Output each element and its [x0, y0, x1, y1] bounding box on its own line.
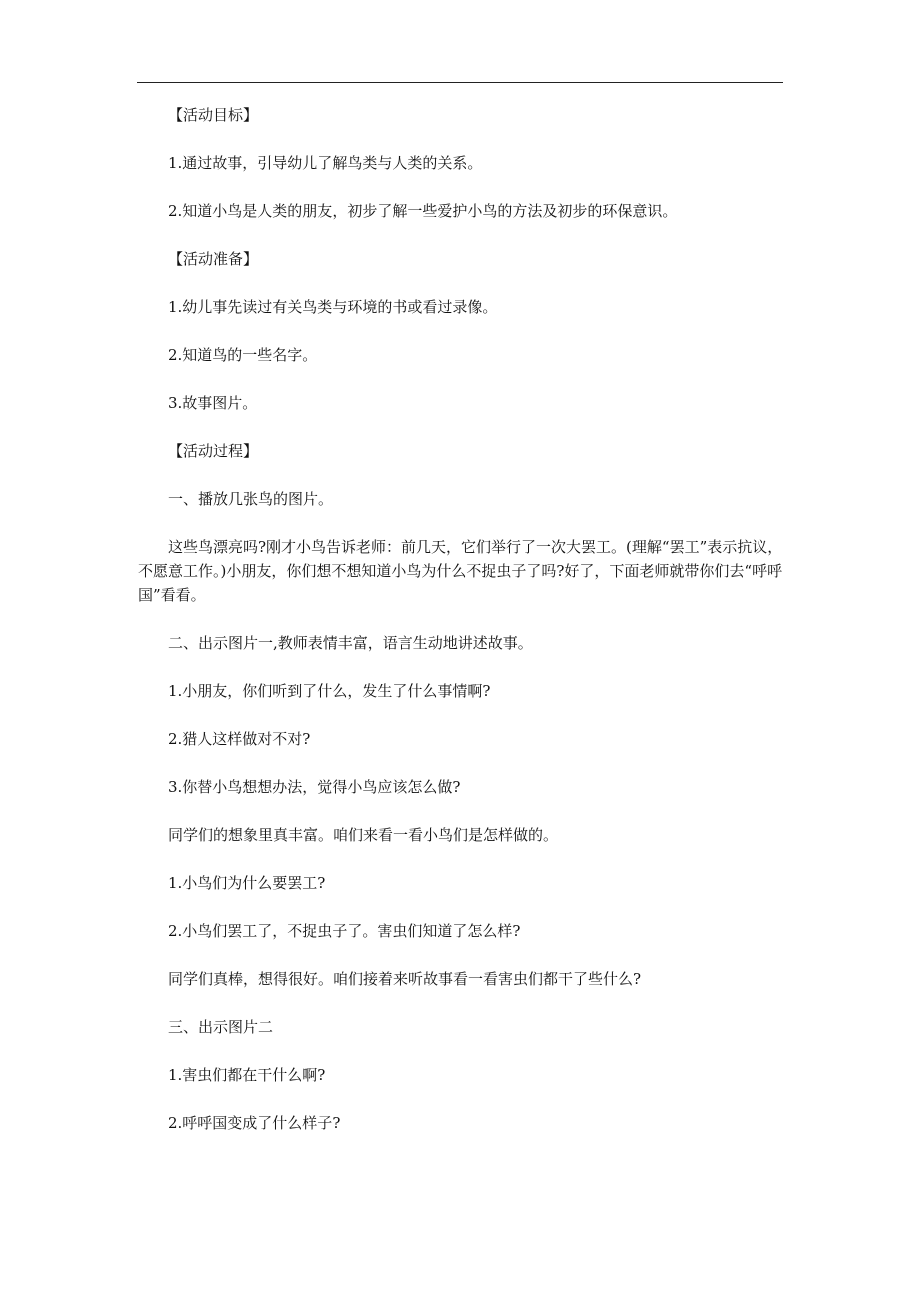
paragraph: 2.知道小鸟是人类的朋友，初步了解一些爱护小鸟的方法及初步的环保意识。: [168, 202, 678, 220]
paragraph: 1.幼儿事先读过有关鸟类与环境的书或看过录像。: [168, 298, 498, 316]
paragraph: 1.小鸟们为什么要罢工?: [168, 874, 326, 892]
paragraph: 三、出示图片二: [168, 1018, 274, 1036]
paragraph: 同学们的想象里真丰富。咱们来看一看小鸟们是怎样做的。: [168, 826, 559, 844]
paragraph: 这些鸟漂亮吗?刚才小鸟告诉老师：前几天，它们举行了一次大罢工。(理解“罢工”表示抗议，不愿意工作。)小朋友，你们想不想知道小鸟为什么不捉虫子了吗?好了，下面老师就带你们去“呼呼国”看看。: [138, 538, 783, 604]
paragraph: 3.你替小鸟想想办法，觉得小鸟应该怎么做?: [168, 778, 461, 796]
section-heading-process: 【活动过程】: [168, 442, 259, 460]
paragraph: 1.小朋友，你们听到了什么，发生了什么事情啊?: [168, 682, 491, 700]
section-heading-goals: 【活动目标】: [168, 106, 259, 124]
paragraph: 1.害虫们都在干什么啊?: [168, 1066, 326, 1084]
section-heading-preparation: 【活动准备】: [168, 250, 259, 268]
paragraph: 一、播放几张鸟的图片。: [168, 490, 334, 508]
header-rule: [137, 82, 783, 83]
paragraph: 2.小鸟们罢工了，不捉虫子了。害虫们知道了怎么样?: [168, 922, 521, 940]
document-body: [138, 103, 784, 1159]
paragraph: 3.故事图片。: [168, 394, 258, 412]
paragraph: 1.通过故事，引导幼儿了解鸟类与人类的关系。: [168, 154, 483, 172]
paragraph: 2.呼呼国变成了什么样子?: [168, 1114, 341, 1132]
paragraph: 二、出示图片一,教师表情丰富，语言生动地讲述故事。: [168, 634, 533, 652]
paragraph: 2.知道鸟的一些名字。: [168, 346, 318, 364]
paragraph: 同学们真棒，想得很好。咱们接着来听故事看一看害虫们都干了些什么?: [168, 970, 642, 988]
paragraph: 2.猎人这样做对不对?: [168, 730, 311, 748]
